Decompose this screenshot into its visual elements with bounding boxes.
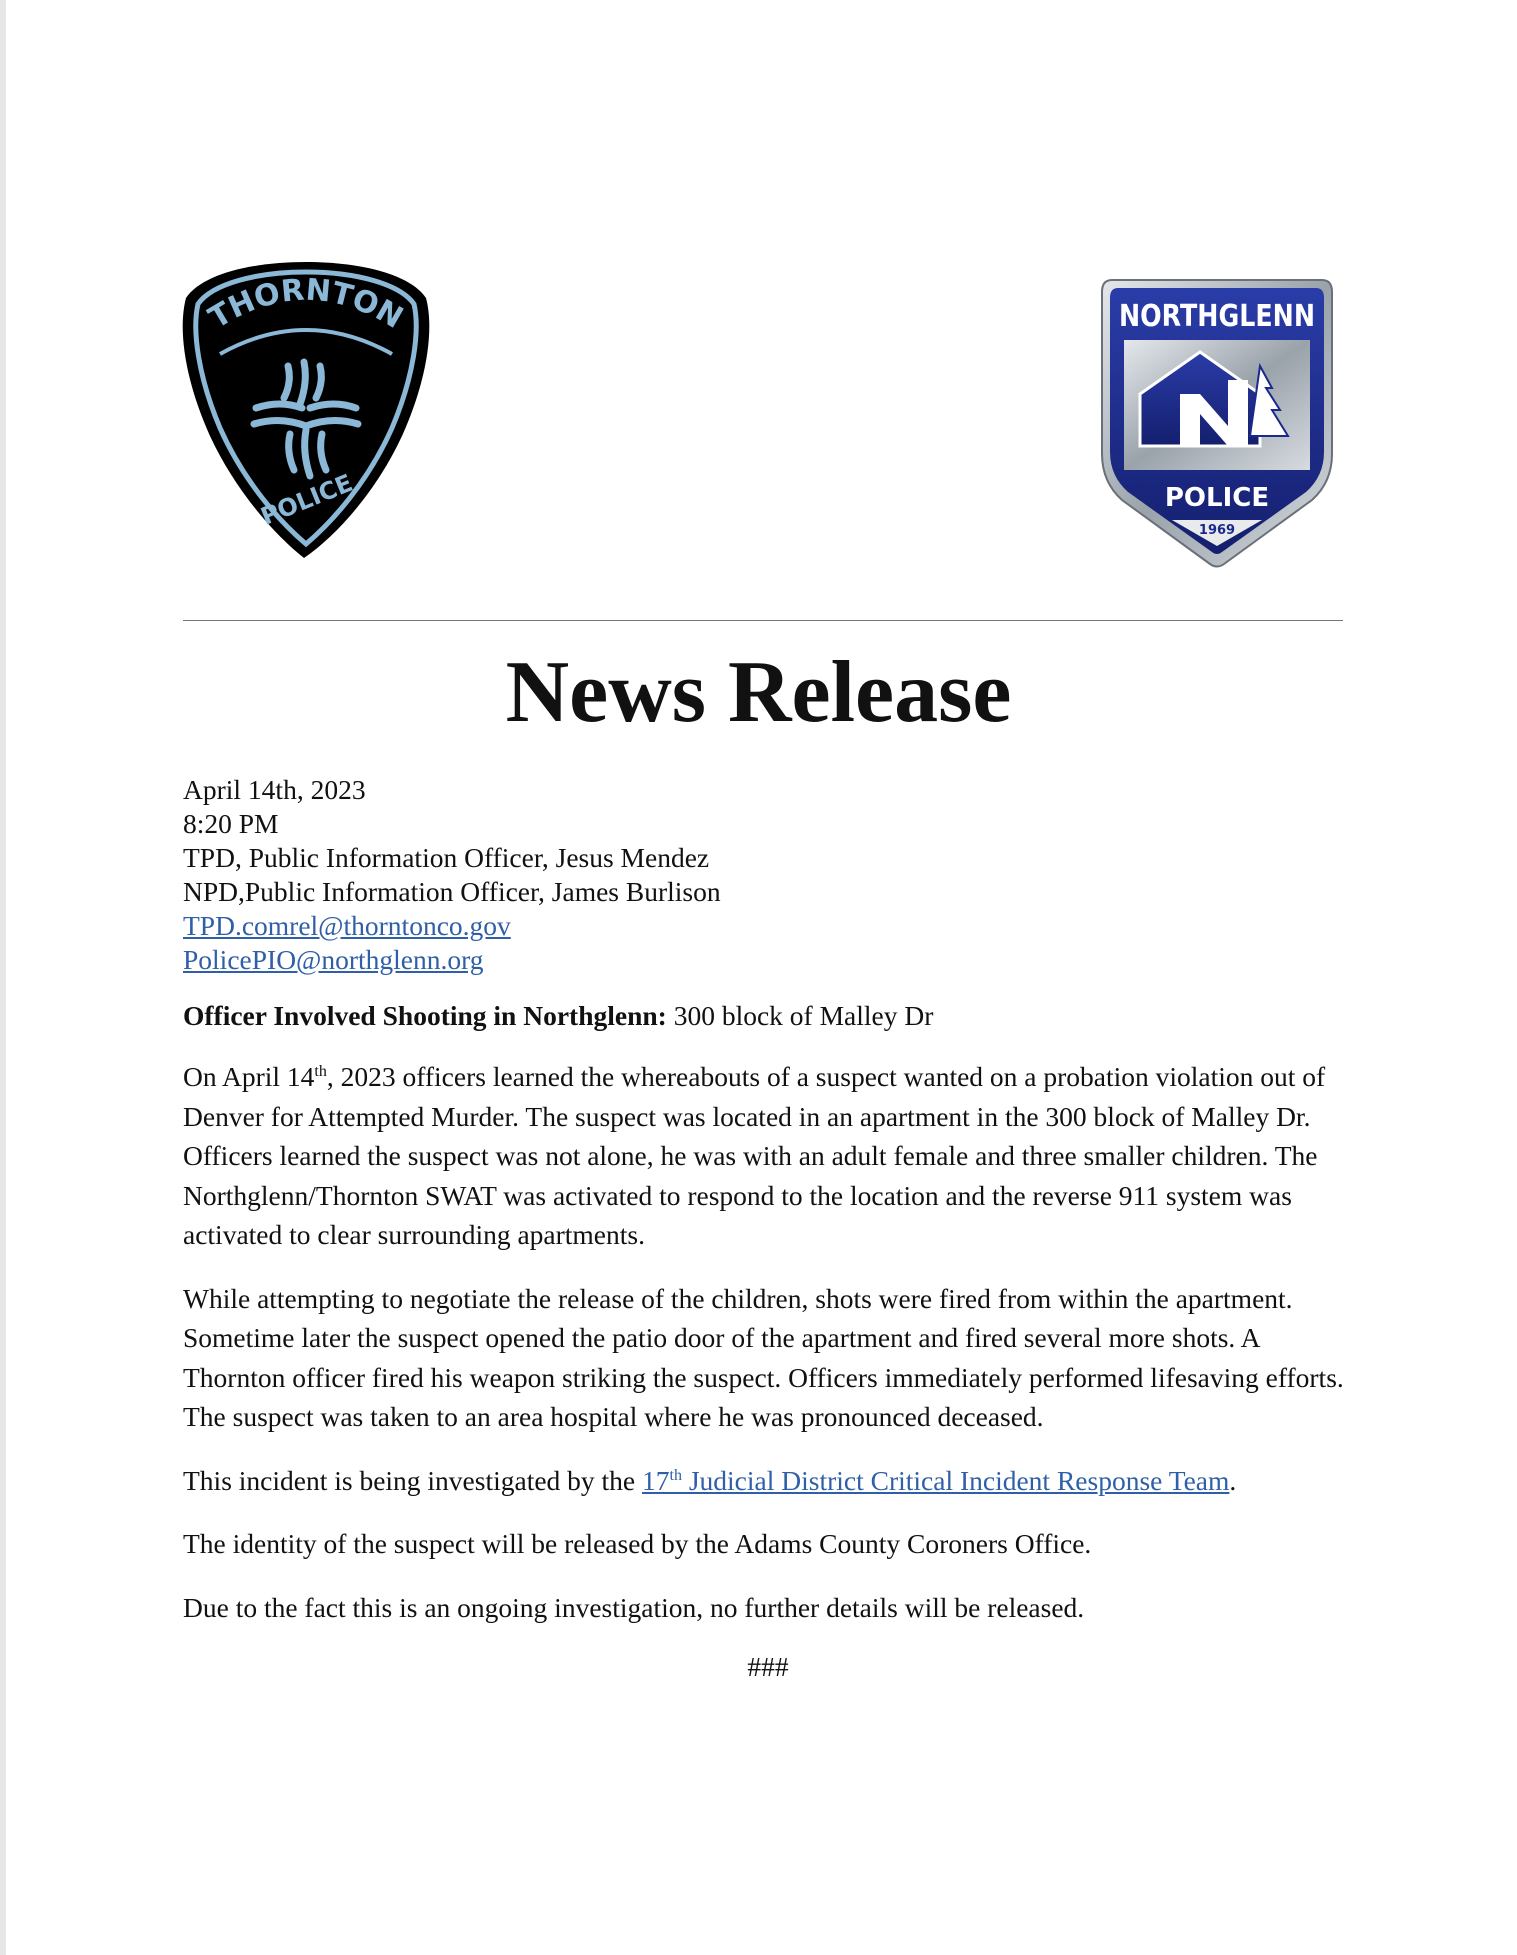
paragraph-1-sup: th — [314, 1062, 327, 1080]
header-divider — [183, 620, 1343, 621]
northglenn-logo-top-text: NORTHGLENN — [1119, 299, 1315, 334]
headline-bold: Officer Involved Shooting in Northglenn: — [183, 1000, 667, 1031]
tpd-email-link[interactable]: TPD.comrel@thorntonco.gov — [183, 910, 511, 941]
thornton-logo-bottom-text: POLICE — [256, 468, 357, 531]
release-body — [183, 773, 1353, 1687]
page-title: News Release — [505, 644, 1012, 741]
paragraph-3-start: This incident is being investigated by the — [183, 1464, 643, 1496]
paragraph-1-start: On April 14 — [183, 1061, 315, 1092]
northglenn-police-shield-icon — [1100, 276, 1334, 569]
release-time: 8:20 PM — [183, 808, 279, 839]
paragraph-3-end: . — [1229, 1464, 1237, 1496]
thornton-police-shield-icon — [180, 258, 432, 560]
paragraph-3 — [183, 1461, 1353, 1501]
northglenn-logo-year: 1969 — [1198, 523, 1236, 538]
release-headline — [183, 999, 1353, 1033]
paragraph-4: The identity of the suspect will be released by the Adams County Coroners Office. — [183, 1528, 1092, 1559]
headline-location: 300 block of Malley Dr — [666, 1000, 934, 1031]
npd-email-link[interactable]: PolicePIO@northglenn.org — [183, 944, 484, 975]
paragraph-1-rest: , 2023 officers learned the whereabouts of a suspect wanted on a probation violation out of Denver for Attempted Murder. The suspect was located in an apartment in the 300 block of Malley Dr. Officers learned the suspect was not alone, he was with an adult female and three smaller children. The Northglenn/Thornton SWAT was activated to respond to the location and the reverse 911 system was activated to clear surrounding apartments. — [183, 1061, 1326, 1250]
page-left-edge — [0, 0, 6, 1955]
npd-contact: NPD,Public Information Officer, James Burlison — [183, 876, 721, 907]
thornton-logo-top-text: THORNTON — [202, 272, 409, 336]
link-number: 17 — [642, 1464, 670, 1496]
paragraph-5: Due to the fact this is an ongoing investigation, no further details will be released. — [183, 1591, 1085, 1623]
paragraph-1 — [183, 1057, 1353, 1255]
paragraph-2: While attempting to negotiate the release of the children, shots were fired from within the apartment. Sometime later the suspect opened the patio door of the apartment and fired several more shots. A Thornton officer fired his weapon striking the suspect. Officers immediately performed lifesaving efforts. The suspect was taken to an area hospital where he was pronounced deceased. — [183, 1282, 1344, 1432]
link-text: Judicial District Critical Incident Response Team — [681, 1464, 1230, 1496]
investigation-team-link[interactable] — [642, 1465, 1229, 1496]
link-sup: th — [669, 1466, 682, 1484]
release-meta — [183, 773, 1353, 977]
end-mark: ### — [747, 1651, 789, 1682]
northglenn-logo-bottom-text: POLICE — [1164, 483, 1270, 513]
tpd-contact: TPD, Public Information Officer, Jesus Mendez — [183, 842, 710, 873]
release-date: April 14th, 2023 — [183, 774, 366, 805]
